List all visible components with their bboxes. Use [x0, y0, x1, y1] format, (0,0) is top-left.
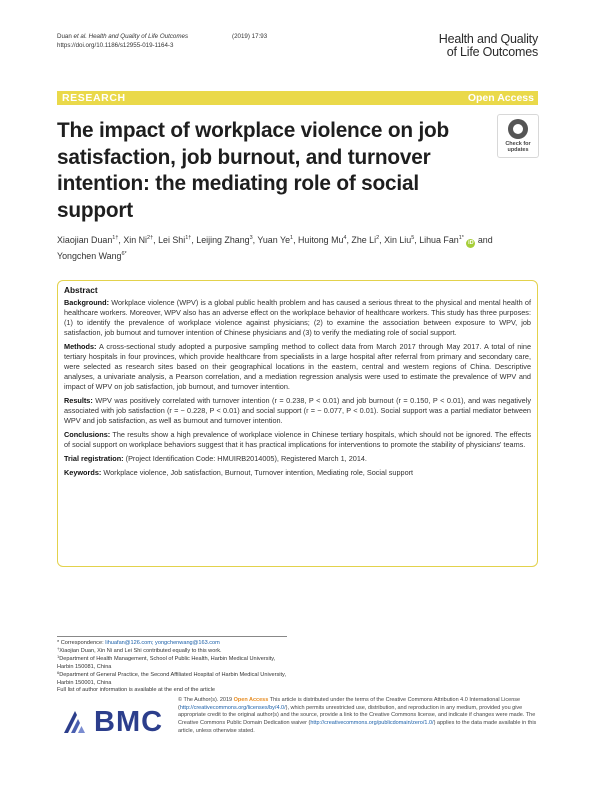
license-url-cc-by[interactable]: http://creativecommons.org/licenses/by/4.0/ — [179, 704, 286, 711]
abstract-keywords: Keywords: Workplace violence, Job satisfaction, Burnout, Turnover intention, Mediating role, Social support — [64, 468, 414, 477]
license-open-access: Open Access — [233, 697, 269, 703]
check-updates-line1: Check for — [505, 141, 531, 147]
abstract-results: Results: WPV was positively correlated with turnover intention (r = 0.238, P < 0.01) and job burnout (r = 0.150, P < 0.01), and was negatively associated with job satisfaction (r = − 0.228, P < 0.01) and social support (r = − 0.077, P < 0.01). Social support was a partial mediator between WPV and job satisfaction, as well as burnout and turnover intention. — [64, 396, 531, 425]
check-for-updates-badge[interactable] — [497, 114, 539, 158]
license-url-cc0[interactable]: http://creativecommons.org/publicdomain/zero/1.0/ — [310, 720, 434, 727]
citation-journal: et al. Health and Quality of Life Outcomes — [73, 33, 189, 40]
abstract-trial-registration: Trial registration: (Project Identification Code: HMUIRB2014005), Registered March 1, 2014. — [64, 454, 367, 463]
author-list: Xiaojian Duan$^{1\dagger}$, Xin $Ni^{2\dagger}$, Lei Shi$^{1\dagger}$, Leijing Zhang$^3$, Yuan Ye$^1$, Huitong Mu$^4$, Zhe Li$^2$, Xin Liu$^5$, Lihua Fan$^{1*}$ iD and Yongchen Wang$^{6*}$ — [57, 235, 493, 261]
abstract-box — [57, 280, 538, 567]
abstract-heading: Abstract — [64, 285, 98, 295]
article-type-label: RESEARCH — [62, 92, 126, 104]
author[interactable]: Xin Liu$^5$ — [384, 235, 415, 245]
bmc-logo-mark-icon — [62, 709, 88, 735]
equal-contribution-note: †Xiaojian Duan, Xin Ni and Lei Shi contributed equally to this work. — [57, 645, 222, 654]
author[interactable]: Zhe Li$^2$ — [351, 235, 380, 245]
license-statement: © The Author(s). 2019 Open Access This article is distributed under the terms of the Creative Commons Attribution 4.0 International License (http://creativecommons.org/licenses/by/4.0/), which permits unrestricted use, distribution, and reproduction in any medium, provided you give appropriate credit to the original author(s) and the source, provide a link to the Creative Commons license, and indicate if changes were made. The Creative Commons Public Domain Dedication waiver (http://creativecommons.org/publicdomain/zero/1.0/) applies to the data made available in this article, unless otherwise stated. — [178, 697, 537, 734]
footnotes — [57, 636, 287, 695]
correspondence-note: * Correspondence: lihuafan@126.com; yongchenwang@163.com — [57, 640, 220, 646]
author[interactable]: Yuan Ye$^1$ — [257, 235, 294, 245]
affiliation-6: $^6$Department of General Practice, the Second Affiliated Hospital of Harbin Medical University, Harbin 150001, China — [57, 669, 286, 686]
author[interactable]: Xiaojian Duan$^{1\dagger}$ — [57, 235, 119, 245]
article-type-band — [57, 91, 538, 105]
author[interactable]: Xin $Ni^{2\dagger}$ — [123, 235, 154, 245]
author[interactable]: Lihua Fan$^{1*}$ — [419, 235, 464, 245]
open-access-label: Open Access — [467, 92, 534, 104]
journal-name — [439, 33, 538, 59]
bmc-logo — [62, 705, 177, 741]
citation-line — [57, 32, 267, 41]
journal-name-line1: Health and Quality — [438, 32, 538, 46]
article-title: The impact of workplace violence on job satisfaction, job burnout, and turnover intention: the mediating role of social support — [57, 119, 450, 222]
correspondence-emails[interactable]: lihuafan@126.com; yongchenwang@163.com — [105, 640, 220, 646]
author[interactable]: Lei Shi$^{1\dagger}$ — [158, 235, 192, 245]
abstract-conclusions: Conclusions: The results show a high prevalence of workplace violence in Chinese tertiary hospitals, which should not be ignored. The effects of social support on workplace behaviors suggest that it has practical implications for interventions to promote the stability of physicians' teams. — [64, 430, 531, 449]
affiliation-1: $^1$Department of Health Management, School of Public Health, Harbin Medical University, Harbin 150081, China — [57, 653, 276, 670]
check-updates-icon — [508, 119, 528, 139]
author[interactable]: Huitong Mu$^4$ — [298, 235, 347, 245]
check-updates-line2: updates — [507, 147, 529, 153]
abstract-methods: Methods: A cross-sectional study adopted a purposive sampling method to collect data from March 2017 through May 2017. A total of nine tertiary hospitals in four provinces, which provide healthcare from specialists in a large hospital after referral from primary and secondary care, were selected as research sites based on their geographical locations in the eastern, central and western regions of China. Descriptive analyses, a univariate analysis, a Pearson correlation, and a mediation regression analysis were used to estimate the prevalence of WPV and impact of WPV on job satisfaction, job burnout, and turnover intention. — [64, 342, 531, 391]
abstract-background: Background: Workplace violence (WPV) is a global public health problem and has caused a serious threat to the physical and mental health of healthcare workers. Moreover, WPV also has an adverse effect on the workplace behavior of healthcare workers. This study has three purposes: (1) to identify the prevalence of workplace violence against physicians; (2) to examine the association between exposure to WPV, job satisfaction, job burnout and turnover intention of Chinese physicians and (3) to verify the mediating role of social support. — [64, 298, 531, 337]
author[interactable]: Yongchen Wang$^{6*}$ — [57, 250, 127, 261]
full-author-info-note: Full list of author information is available at the end of the article — [57, 687, 215, 694]
citation-year: (2019) 17:93 — [232, 33, 268, 40]
journal-name-line2: of Life Outcomes — [446, 45, 538, 59]
orcid-icon[interactable]: iD — [468, 240, 474, 246]
author[interactable]: Leijing Zhang$^3$ — [196, 235, 253, 245]
citation-authors: Duan — [57, 33, 74, 40]
bmc-logo-text: BMC — [94, 706, 164, 738]
doi-link[interactable]: https://doi.org/10.1186/s12955-019-1164-3 — [57, 42, 174, 49]
running-header — [57, 32, 267, 50]
